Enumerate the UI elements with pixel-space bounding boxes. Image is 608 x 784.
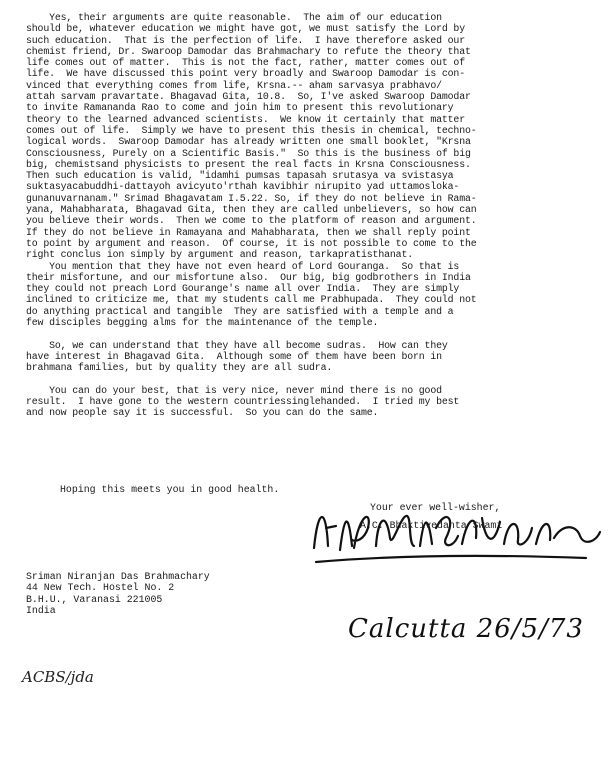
paragraph-3 bbox=[26, 340, 604, 374]
text-line: right conclus ion simply by argument and reason, tarkapratisthanat. bbox=[26, 249, 413, 261]
text-line: to invite Ramananda Rao to come and join him to present this revolutionary bbox=[26, 102, 454, 114]
text-line: should be, whatever education we might have got, we must satisfy the Lord by bbox=[26, 23, 465, 35]
text-line: have interest in Bhagavad Gita. Although some of them have been born in bbox=[26, 350, 442, 362]
valediction: Your ever well-wisher, bbox=[370, 502, 501, 513]
paragraph-1 bbox=[26, 12, 604, 261]
text-line: logical words. Swaroop Damodar has already written one small booklet, "Krsna bbox=[26, 136, 471, 148]
text-line: suktasyacabuddhi-dattayoh avicyuto'rthah kavibhir nirupito yad uttamosloka- bbox=[26, 181, 460, 193]
address-line: India bbox=[26, 604, 56, 616]
text-line: theory to the learned advanced scientists. We know it certainly that matter bbox=[26, 113, 465, 125]
text-line: life. We have discussed this point very broadly and Swaroop Damodar is con- bbox=[26, 68, 465, 80]
typist-initials bbox=[22, 668, 112, 698]
text-line: few disciples begging alms for the maintenance of the temple. bbox=[26, 317, 379, 329]
text-line: chemist friend, Dr. Swaroop Damodar das Brahmachary to refute the theory that bbox=[26, 45, 471, 57]
text-line: attah sarvam pravartate. Bhagavad Gita, 10.8. So, I've asked Swaroop Damodar bbox=[26, 91, 471, 103]
text-line: Then such education is valid, "idamhi pumsas tapasah srutasya va svistasya bbox=[26, 170, 454, 182]
paragraph-gap bbox=[26, 328, 604, 339]
text-line: yana, Mahabharata, Bhagavad Gita, then they are called unbelievers, so how can bbox=[26, 204, 477, 216]
handwritten-date bbox=[348, 600, 598, 660]
text-line: to point by argument and reason. Of course, it is not possible to come to the bbox=[26, 237, 477, 249]
text-line: gunanuvarnanam." Srimad Bhagavatam I.5.22. So, if they do not believe in Rama- bbox=[26, 192, 477, 204]
text-line: You mention that they have not even heard of Lord Gouranga. So that is bbox=[26, 260, 460, 272]
text-line: do anything practical and tangible They are satisfied with a temple and a bbox=[26, 305, 454, 317]
text-line: brahmana families, but by quality they are all sudra. bbox=[26, 362, 333, 374]
initials-text: ACBS/jda bbox=[22, 668, 94, 686]
text-line: you believe their words. Then we come to the platform of reason and argument. bbox=[26, 215, 477, 227]
text-line: comes out of life. Simply we have to present this thesis in chemical, techno- bbox=[26, 124, 477, 136]
text-line: they could not preach Lord Gourange's name all over India. They are simply bbox=[26, 283, 460, 295]
text-line: big, chemistsand physicists to present the real facts in Krsna Consciousness. bbox=[26, 158, 471, 170]
paragraph-gap bbox=[26, 374, 604, 385]
address-line: B.H.U., Varanasi 221005 bbox=[26, 593, 163, 605]
text-line: such education. That is the perfection of life. I have therefore asked our bbox=[26, 34, 465, 46]
text-line: their misfortune, and our misfortune also. Our big, big godbrothers in India bbox=[26, 271, 471, 283]
text-line: If they do not believe in Ramayana and Mahabharata, then we shall reply point bbox=[26, 226, 471, 238]
closing-line: Hoping this meets you in good health. bbox=[60, 484, 280, 495]
text-line: result. I have gone to the western countriessinglehanded. I tried my best bbox=[26, 396, 460, 408]
recipient-address bbox=[26, 571, 210, 616]
text-line: Consciousness, Purely on a Scientific Basis." So this is the business of big bbox=[26, 147, 471, 159]
address-line: 44 New Tech. Hostel No. 2 bbox=[26, 582, 175, 594]
text-line: So, we can understand that they have all become sudras. How can they bbox=[26, 339, 448, 351]
paragraph-2 bbox=[26, 261, 604, 329]
text-line: inclined to criticize me, that my students call me Prabhupada. They could not bbox=[26, 294, 477, 306]
text-line: Yes, their arguments are quite reasonable. The aim of our education bbox=[26, 12, 442, 23]
letter-body bbox=[26, 12, 604, 419]
typed-signature: A.C. Bhaktivedanta Swami bbox=[360, 520, 503, 531]
paragraph-4 bbox=[26, 385, 604, 419]
text-line: and now people say it is successful. So you can do the same. bbox=[26, 407, 379, 419]
address-line: Sriman Niranjan Das Brahmachary bbox=[26, 571, 210, 582]
text-line: You can do your best, that is very nice, never mind there is no good bbox=[26, 384, 442, 396]
text-line: life comes out of matter. This is not the fact, rather, matter comes out of bbox=[26, 57, 465, 69]
text-line: vinced that everything comes from life, Krsna.-- aham sarvasya prabhavo/ bbox=[26, 79, 442, 91]
handwritten-date-text: Calcutta 26/5/73 bbox=[348, 614, 584, 644]
